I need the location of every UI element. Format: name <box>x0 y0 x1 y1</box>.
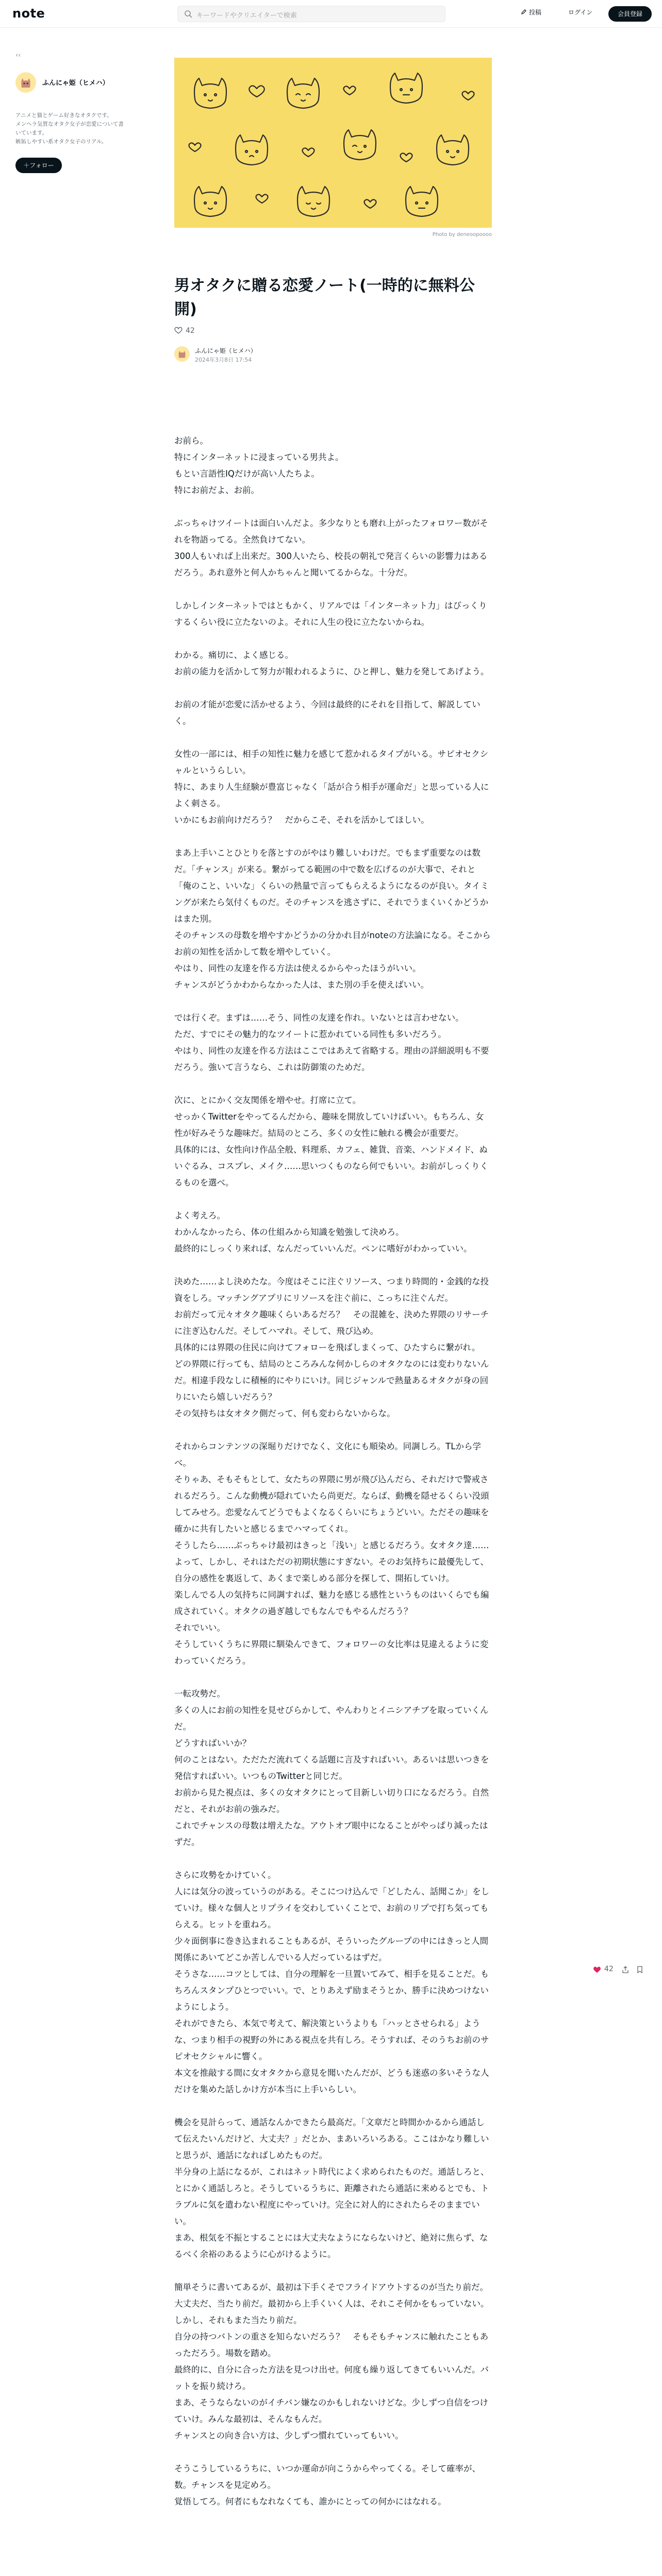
bookmark-icon[interactable] <box>636 1966 643 1973</box>
article-paragraph: お前の才能が恋愛に活かせるよう、今回は最終的にそれを目指して、解説していく。 <box>174 700 481 726</box>
search-icon <box>184 10 192 18</box>
article-paragraph: 機会を見計らって、通話なんかできたら最高だ。「文章だと時間かかるから通話して伝えたいんだけど、大丈夫？」だとか、まあいろいろある。ここはかなり難しいと思うが、通話になればしめたものだ。 半分身の上話になるが、これはネット時代によく求められたものだ。通話しろと、とにかく通話しろと。そうしているうちに、距離されたら通話に来めるとでも、トラブルに気を遣わない程度にやっていけ。完全に対人的にされたらそのままでいい。 まあ、根気を不振とすることには大丈夫なようにならないけど、絶対に焦らず、なるべく余裕のあるように心がけるように。 <box>174 2117 489 2259</box>
avatar[interactable] <box>15 72 36 93</box>
article-paragraph: わかる。痛切に、よく感じる。 お前の能力を活かして努力が報われるように、ひと押し、魅力を発してあげよう。 <box>174 650 489 676</box>
eyecatch-image <box>174 58 492 228</box>
article-paragraph: 女性の一部には、相手の知性に魅力を感じて惹かれるタイプがいる。サピオセクシャルというらしい。 特に、あまり人生経験が豊富じゃなく「話が合う相手が運命だ」と思っている人によく刺さる。 いかにもお前向けだろう？ だからこそ、それを活かしてほしい。 <box>174 749 489 825</box>
author-sidebar <box>15 52 134 169</box>
article-paragraph: それからコンテンツの深堀りだけでなく、文化にも順染め。同調しろ。TLから学べ。 そりゃあ、そもそもとして、女たちの界隈に男が飛び込んだら、それだけで警戒されるだろう。こんな動機が隠れていたら尚更だ。ならば、動機を隠せるくらい没頭してみせろ。恋愛なんてどうでもよくなるくらいにちょうどいい。ただその趣味を確かに共有したいと感じるまでハマってくれ。 そうしたら……ぶっちゃけ最初はきっと「浅い」と感じるだろう。女オタク達……よって、しかし、それはただの初期状態にすぎない。そのお気持ちに最優先して、自分の感性を裏返して、あくまで楽しめる部分を探して、開拓していけ。 楽しんでる人の気持ちに同調すれば、魅力を感じる感性というものはいくらでも編成されていく。オタクの過ぎ越しでもなんでもやるんだろう？ それでいい。 そうしていくうちに界隈に馴染んできて、フォロワーの女比率は見違えるように変わっていくだろう。 <box>174 1442 489 1666</box>
article-paragraph: 一転攻勢だ。 多くの人にお前の知性を見せびらかして、やんわりとイニシアチブを取っていくんだ。 どうすればいいか？ 何のことはない。ただただ流れてくる話題に言及すればいい。あるいは思いつきを発信すればいい。いつものTwitterと同じだ。 お前から見た視点は、多くの女オタクにとって目新しい切り口になるだろう。自然だと、それがお前の強みだ。 これでチャンスの母数は増えたな。アウトオブ眼中になることがやっぱり減ったはずだ。 <box>174 1689 489 1847</box>
article-paragraph: 決めた……よし決めたな。今度はそこに注ぐリソース、つまり時間的・金銭的な投資をしろ。マッチングアプリにリソースを注ぐ前に、こっちに注ぐんだ。 お前だって元々オタク趣味くらいあるだろ？ その混雑を、決めた界隈のリサーチに注ぎ込むんだ。そしてハマれ。そして、飛び込め。 具体的には界隈の住民に向けてフォローを飛ばしまくって、ひたすらに繋がれ。 どの界隈に行っても、結局のところみんな何かしらのオタクなのには変わりないんだ。相違手段なしに積極的にやりにいけ。同じジャンルで熱量あるオタクが身の回りにいたら嬉しいだろう？ その気持ちは女オタク側だって、何も変わらないからな。 <box>174 1277 489 1418</box>
article-paragraph: そうこうしているうちに、いつか運命が向こうからやってくる。そして確率が、数。チャンスを見定めろ。 覚悟してろ。何者にもなれなくても、誰かにとっての何かにはなれる。 <box>174 2464 481 2506</box>
signup-button[interactable]: 会員登録 <box>608 6 652 22</box>
article-paragraph: しかしインターネットではともかく、リアルでは「インターネット力」はびっくりするくらい役に立たないのよ。それに人生の役に立たないからね。 <box>174 601 487 627</box>
article-paragraph: さらに攻勢をかけていく。 人には気分の波っていうのがある。そこにつけ込んで「どしたん、話聞こか」をしていけ。様々な個人とリプライを交わしていくことで、お前のリプで打ち気ってもらえる。ヒットを重ねろ。 少々面倒事に巻き込まれることもあるが、そういったグループの中にはきっと人間関係にあいてどこか苦しんでいる人だっているはずだ。 そうさな……コツとしては、自分の理解を一旦置いてみて、相手を見ることだ。もちろんスタンプひとつでいい。で、とりあえず励まそうとか、勝手に決めつけないようにしよう。 それができたら、本気で考えて、解決策というよりも「ハッとさせられる」ような、つまり相手の視野の外にある視点を共有しろ。そうすれば、そのうちお前のサピオセクシャルに響く。 本文を推敲する間に女オタクから意見を聞いたんだが、どうも迷惑の多いそうな人だけを集めた話しかけ方が本当に上手いらしい。 <box>174 1870 490 2094</box>
article-paragraph: 次に、とにかく交友関係を増やせ。打席に立て。 せっかくTwitterをやってるんだから、趣味を開放していけばいい。もちろん、女性が好みそうな趣味だ。結局のところ、多くの女性に触れる機会が重要だ。 具体的には、女性向け作品全般、料理系、カフェ、雑貨、音楽、ハンドメイド、ぬいぐるみ、コスプレ、メイク……思いつくものなら何でもいい。お前がしっくりくるものを選べ。 <box>174 1095 488 1188</box>
article-paragraph: お前ら。 特にインターネットに浸まっている男共よ。 もとい言語性IQだけが高い人たちよ。 特にお前だよ、お前。 <box>174 436 344 495</box>
login-button[interactable]: ログイン <box>568 9 593 16</box>
article-author[interactable] <box>174 345 380 366</box>
article-paragraph: では行くぞ。まずは……そう、同性の友達を作れ。いないとは言わせない。 ただ、すでにその魅力的なツイートに惹かれている同性も多いだろう。 やはり、同性の友達を作る方法はここではあえて省略する。理由の詳細説明も不要だろう。強いて言うなら、これは防御策のためだ。 <box>174 1013 489 1072</box>
top-header <box>0 0 662 28</box>
author-bio: アニメと猫とゲーム好きなオタクです。 メンヘラ気質なオタク女子が恋愛について書いています。 嫉妬しやすい系オタク女子のリアル。 <box>15 112 124 145</box>
article-paragraph: よく考えろ。 わかんなかったら、体の仕組みから知識を勉強して決めろ。 最終的にしっくり来れば、なんだっていいんだ。ペンに嗜好がわかっていい。 <box>174 1211 472 1253</box>
article-paragraph: まあ上手いことひとりを落とすのがやはり難しいわけだ。でもまず重要なのは数だ。「チャンス」が来る。繋がってる範囲の中で数を広げるのが大事で、それと「俺のこと、いいな」くらいの熱量で言ってもらえるようになるのが良い。タイミングが来たら気付くものだ。そのチャンスを逃さずに、それでうまくいくかどうかはまた別。 そのチャンスの母数を増やすかどうかの分かれ目がnoteの方法論になる。そこからお前の知性を活かして数を増やしていく。 やはり、同性の友達を作る方法は使えるからやったほうがいい。 チャンスがどうかわからなかった人は、また別の手を使えばいい。 <box>174 848 491 990</box>
article-body <box>174 433 492 2527</box>
article-title: 男オタクに贈る恋愛ノート(一時的に無料公開) <box>174 277 475 318</box>
note-logo[interactable]: note <box>12 6 45 21</box>
author-avatar <box>174 346 190 362</box>
like-count: 42 <box>186 327 195 335</box>
back-link[interactable]: ‹‹ <box>15 52 21 59</box>
author-name[interactable]: ふんにゃ姫（ヒメハ） <box>42 79 109 87</box>
like-counter[interactable] <box>174 327 195 335</box>
cat-avatar-icon <box>15 72 36 93</box>
photo-credit[interactable]: Photo by deneoopoooo <box>432 232 492 238</box>
plus-icon: ＋ <box>23 162 30 169</box>
follow-button[interactable] <box>15 158 62 173</box>
follow-label: フォロー <box>29 162 54 169</box>
cat-avatar-icon <box>174 346 190 362</box>
publish-date: 2024年3月8日 17:54 <box>195 357 252 363</box>
post-link[interactable] <box>521 8 541 16</box>
heart-icon[interactable] <box>593 1966 601 1973</box>
search-placeholder: キーワードやクリエイターで検索 <box>196 12 297 20</box>
heart-icon <box>174 327 183 334</box>
share-icon[interactable] <box>622 1966 629 1973</box>
post-label: 投稿 <box>529 9 542 16</box>
article-paragraph: 簡単そうに書いてあるが、最初は下手くそでフライドアウトするのが当たり前だ。大丈夫だ、当たり前だ。最初から上手くいく人は、それこそ何かをもっていない。しかし、それもまた当たり前だ。 自分の持つバトンの重さを知らないだろう？ そもそもチャンスに触れたこともあっただろう。場数を踏め。 最終的に、自分に合った方法を見つけ出せ。何度も繰り返してきてもいいんだ。バットを振り続けろ。 まあ、そうならないのがイチバン嫌なのかもしれないけどな。少しずつ自信をつけていけ。みんな最初は、そんなもんだ。 チャンスとの向き合い方は、少しずつ慣れていってもいい。 <box>174 2282 489 2441</box>
pencil-icon <box>521 9 527 15</box>
floating-like-count: 42 <box>604 1965 614 1973</box>
article-paragraph: ぶっちゃけツイートは面白いんだよ。多少なりとも磨れ上がったフォロワー数がそれを物語ってる。全然負けてない。 300人もいれば上出来だ。300人いたら、校長の朝礼で発言くらいの影響力はあるだろう。あれ意外と何人かちゃんと聞いてるからな。十分だ。 <box>174 518 488 578</box>
cat-doodle-illustration <box>174 58 492 228</box>
floating-reaction-bar <box>593 1963 655 1978</box>
author-name-small[interactable]: ふんにゃ姫（ヒメハ） <box>195 347 257 354</box>
search-input[interactable] <box>177 6 445 22</box>
